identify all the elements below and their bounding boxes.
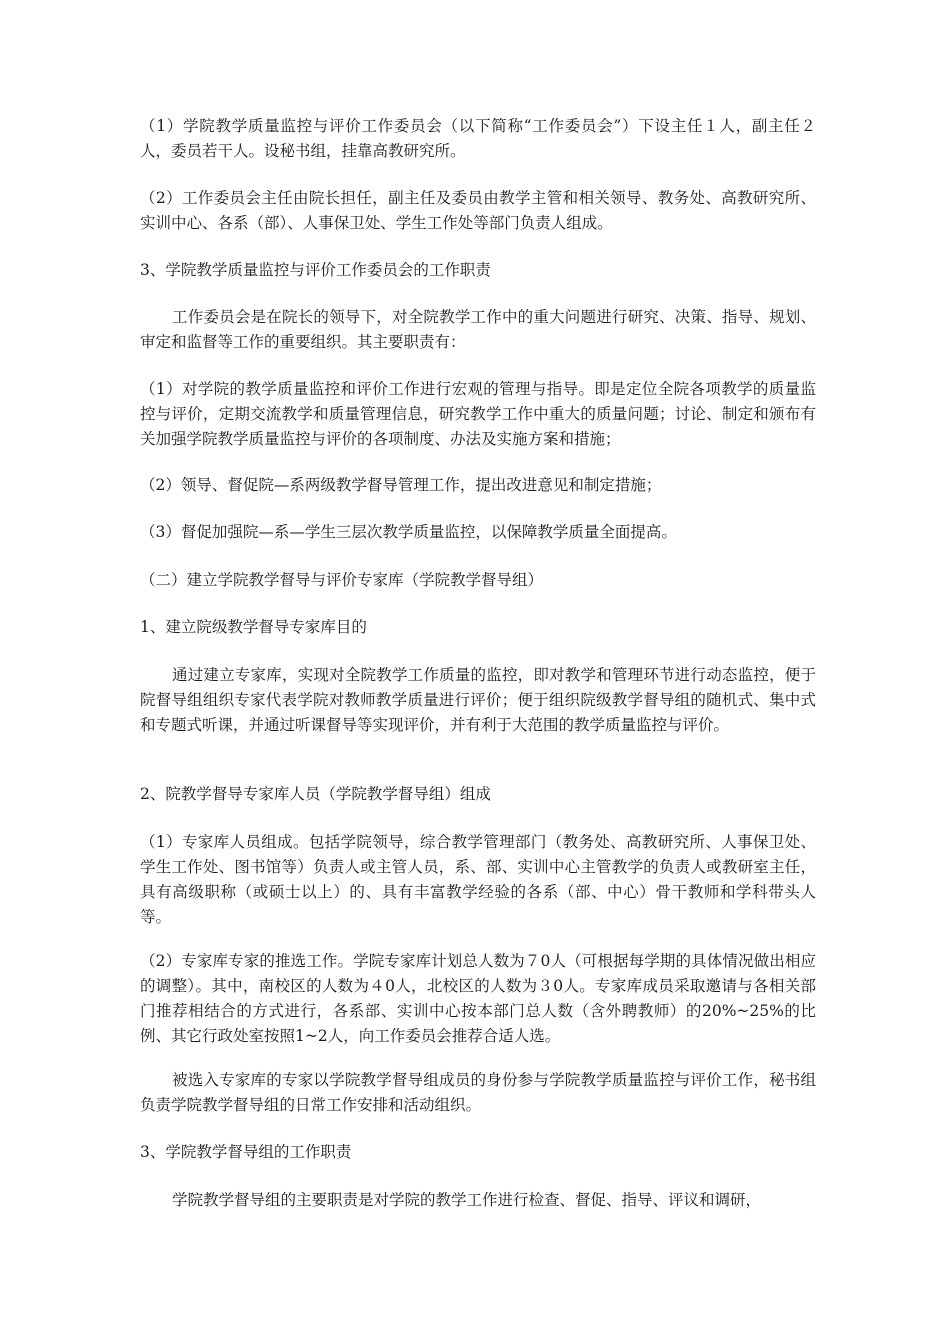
paragraph-supervision-duties: 学院教学督导组的主要职责是对学院的教学工作进行检查、督促、指导、评议和调研， <box>172 1191 762 1209</box>
section-heading-expert-pool-members: 2、院教学督导专家库人员（学院教学督导组）组成 <box>140 785 491 803</box>
paragraph-selected-experts: 被选入专家库的专家以学院教学督导组成员的身份参与学院教学质量监控与评价工作，秘书组负责学院教学督导组的日常工作安排和活动组织。 <box>140 1071 816 1114</box>
paragraph-duty-1: （1）对学院的教学质量监控和评价工作进行宏观的管理与指导。即是定位全院各项教学的质量监控与评价，定期交流教学和质量管理信息，研究教学工作中重大的质量问题；讨论、制定和颁布有关加强学院教学质量监控与评价的各项制度、办法及实施方案和措施； <box>140 380 816 448</box>
paragraph-expert-pool-composition: （1）专家库人员组成。包括学院领导，综合教学管理部门（教务处、高教研究所、人事保卫处、学生工作处、图书馆等）负责人或主管人员，系、部、实训中心主管教学的负责人或教研室主任，具有高级职称（或硕士以上）的、具有丰富教学经验的各系（部、中心）骨干教师和学科带头人等。 <box>140 833 816 926</box>
section-heading-expert-pool-purpose: 1、建立院级教学督导专家库目的 <box>140 618 367 636</box>
paragraph-expert-pool-purpose: 通过建立专家库，实现对全院教学工作质量的监控，即对教学和管理环节进行动态监控，便于院督导组组织专家代表学院对教师教学质量进行评价；便于组织院级教学督导组的随机式、集中式和专题式听课，并通过听课督导等实现评价，并有利于大范围的教学质量监控与评价。 <box>140 666 816 734</box>
section-heading-expert-pool: （二）建立学院教学督导与评价专家库（学院教学督导组） <box>140 571 544 589</box>
paragraph-duty-2: （2）领导、督促院—系两级教学督导管理工作，提出改进意见和制定措施； <box>140 476 662 494</box>
paragraph-committee-structure: （1）学院教学质量监控与评价工作委员会（以下简称“工作委员会”）下设主任１人，副主任２人，委员若干人。设秘书组，挂靠高教研究所。 <box>140 117 816 160</box>
paragraph-committee-members: （2）工作委员会主任由院长担任，副主任及委员由教学主管和相关领导、教务处、高教研究所、实训中心、各系（部）、人事保卫处、学生工作处等部门负责人组成。 <box>140 189 816 232</box>
section-heading-supervision-duties: 3、学院教学督导组的工作职责 <box>140 1143 352 1161</box>
paragraph-committee-role: 工作委员会是在院长的领导下，对全院教学工作中的重大问题进行研究、决策、指导、规划、审定和监督等工作的重要组织。其主要职责有： <box>140 308 816 351</box>
section-heading-committee-duties: 3、学院教学质量监控与评价工作委员会的工作职责 <box>140 261 491 279</box>
paragraph-expert-selection: （2）专家库专家的推选工作。学院专家库计划总人数为７0人（可根据每学期的具体情况做出相应的调整）。其中，南校区的人数为４0人，北校区的人数为３0人。专家库成员采取邀请与各相关部门推荐相结合的方式进行，各系部、实训中心按本部门总人数（含外聘教师）的20%~25%的比例、其它行政处室按照1~2人，向工作委员会推荐合适人选。 <box>140 952 816 1045</box>
paragraph-duty-3: （3）督促加强院—系—学生三层次教学质量监控，以保障教学质量全面提高。 <box>140 523 677 541</box>
